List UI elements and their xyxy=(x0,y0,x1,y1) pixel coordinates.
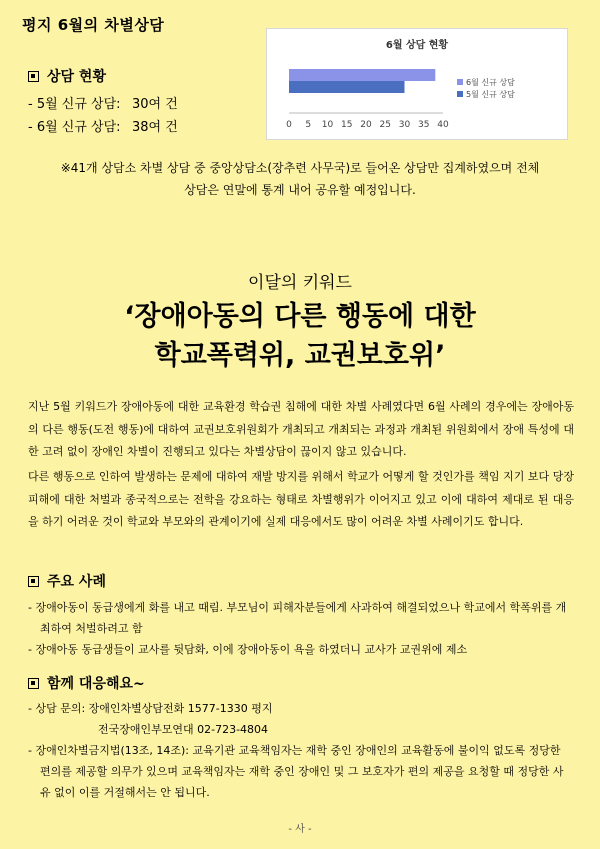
cases-list xyxy=(28,597,574,660)
square-bullet-icon xyxy=(28,576,39,587)
square-bullet-icon xyxy=(28,678,39,689)
respond-heading xyxy=(28,673,145,693)
consultation-chart xyxy=(266,28,568,140)
body-paragraph-2: 다른 행동으로 인하여 발생하는 문제에 대하여 재발 방지를 위해서 학교가 어떻게 할 것인가를 책임 지기 보다 당장 피해에 대한 처벌과 종국적으로는 전학을 강요하는 형태로 차별행위가 이어지고 있고 이에 대하여 제대로 된 대응을 하기 어려운 것이 학교와 부모와의 관계이기에 실제 대응에서도 많이 어려운 차별 사례이기도 합니다. xyxy=(28,470,574,528)
chart-bar xyxy=(289,81,405,93)
status-line-label: - 5월 신규 상담: xyxy=(28,97,121,112)
body-paragraph-1: 지난 5월 키워드가 장애아동에 대한 교육환경 학습권 침해에 대한 차별 사례였다면 6월 사례의 경우에는 장애아동의 다른 행동(도전 행동)에 대하여 교권보호위원회가 개최되고 개최되는 과정과 개최된 위원회에서 장애 특성에 대한 고려 없이 장애인 차별이 진행되고 있다는 차별상담이 끊이지 않고 있습니다. xyxy=(28,400,574,458)
note-text: ※41개 상담소 차별 상담 중 중앙상담소(장추련 사무국)로 들어온 상담만 집계하였으며 전체 상담은 연말에 통계 내어 공유할 예정입니다. xyxy=(60,161,540,197)
chart-legend-swatch xyxy=(457,91,463,97)
status-line-june xyxy=(28,116,178,135)
keyword-title-line1: ‘장애아동의 다른 행동에 대한 xyxy=(124,301,476,332)
page-number: - 사 - xyxy=(288,824,312,835)
square-bullet-icon xyxy=(28,71,39,82)
chart-tick-label: 20 xyxy=(360,120,372,130)
status-line-value: 38여 건 xyxy=(132,120,178,135)
chart-tick-label: 30 xyxy=(398,120,411,130)
contact-line-2: 전국장애인부모연대 02-723-4804 xyxy=(98,723,269,736)
list-item: - 장애아동 동급생들이 교사를 뒷담화, 이에 장애아동이 욕을 하였더니 교사가 교권위에 제소 xyxy=(28,643,468,656)
chart-bar xyxy=(289,69,435,81)
keyword-title-line2: 학교폭력위, 교권보호위’ xyxy=(154,340,446,371)
chart-legend-label: 6월 신규 상담 xyxy=(466,78,515,87)
chart-svg xyxy=(267,29,567,139)
chart-legend-label: 5월 신규 상담 xyxy=(466,90,515,99)
status-line-label: - 6월 신규 상담: xyxy=(28,120,121,135)
status-heading xyxy=(28,66,106,86)
chart-tick-label: 40 xyxy=(437,120,449,130)
status-line-value: 30여 건 xyxy=(132,97,178,112)
status-heading-text: 상담 현황 xyxy=(47,69,106,85)
keyword-title xyxy=(0,297,600,375)
cases-heading-text: 주요 사례 xyxy=(47,574,106,590)
law-text: - 장애인차별금지법(13조, 14조): 교육기관 교육책임자는 재학 중인 장애인의 교육활동에 불이익 없도록 정당한 편의를 제공할 의무가 있으며 교육책임자는 재학 중인 장애인 및 그 보호자가 편의 제공을 요청할 때 정당한 사유 없이 이를 거절해서는 안 됩니다. xyxy=(28,744,564,799)
chart-tick-label: 0 xyxy=(286,120,292,130)
chart-title: 6월 상담 현황 xyxy=(385,40,449,51)
status-line-may xyxy=(28,93,178,112)
chart-tick-label: 10 xyxy=(321,120,334,130)
chart-tick-label: 35 xyxy=(418,120,430,130)
chart-tick-label: 25 xyxy=(379,120,391,130)
list-item: - 장애아동이 동급생에게 화를 내고 때림. 부모님이 피해자분들에게 사과하여 해결되었으나 학교에서 학폭위를 개최하여 처벌하려고 함 xyxy=(28,601,567,635)
respond-heading-text: 함께 대응해요~ xyxy=(47,676,145,692)
chart-tick-label: 5 xyxy=(305,120,312,130)
keyword-label: 이달의 키워드 xyxy=(248,273,352,293)
cases-heading xyxy=(28,571,106,591)
chart-legend-swatch xyxy=(457,79,463,85)
contact-line-1: - 상담 문의: 장애인차별상담전화 1577-1330 평지 xyxy=(28,702,273,715)
respond-list xyxy=(28,698,574,803)
chart-tick-label: 15 xyxy=(341,120,353,130)
page-title: 평지 6월의 차별상담 xyxy=(22,16,165,34)
